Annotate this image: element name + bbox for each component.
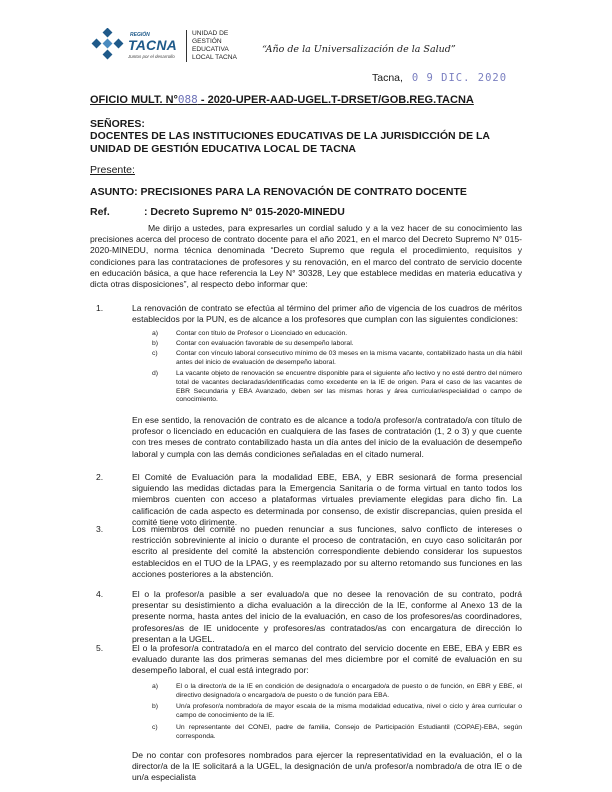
item-number: 5. [96, 643, 104, 653]
logo-emblem-icon [90, 28, 126, 62]
sub-item [152, 350, 522, 368]
greeting: SEÑORES: [90, 118, 145, 130]
ugel-line: UNIDAD DE [192, 30, 229, 37]
year-motto: “Año de la Universalización de la Salud” [262, 44, 456, 55]
item-text: El o la profesor/a contratado/a en el marco del contrato del servicio docente en EBE, EBA y EBR es evaluado durante las dos primeras semanas del mes diciembre por el comité de evaluación en su desempeño laboral, el cual está integrado por: [132, 643, 522, 676]
sub-item-letter: c) [152, 724, 158, 731]
intro-paragraph: Me dirijo a ustedes, para expresarles un cordial saludo y a la vez hacer de su conocimiento las precisiones acerca del proceso de contrato docente para el año 2021, en el marco del Decreto Supremo N° 015-2020-MINEDU, norma técnica denominada “Decreto Supremo que regula el procedimiento, requisitos y condiciones para las contrataciones de profesores y su renovación, en el marco del contrato de servicio docente en educación básica, a que hace referencia la Ley N° 30328, Ley que establece medidas en materia educativa y dicta otras disposiciones”, al respecto debo informar que: [90, 223, 522, 290]
oficio-handwritten-number: 088 [177, 93, 198, 106]
list-item [96, 524, 522, 580]
sub-item [152, 683, 522, 701]
sub-item-text: Contar con evaluación favorable de su desempeño laboral. [176, 340, 354, 347]
item-number: 1. [96, 303, 104, 313]
logo-divider [186, 30, 187, 62]
ugel-line: GESTIÓN [192, 38, 222, 45]
ugel-line: EDUCATIVA [192, 46, 229, 53]
sub-item-text: El o la director/a de la IE en condición de designado/a o encargado/a de puesto o de función, en EBR y EBE, el directivo designado/a o encargado/a de puesto o de función para EBA. [176, 683, 522, 699]
ugel-name [192, 30, 237, 62]
ugel-line: LOCAL TACNA [192, 54, 237, 61]
list-item [96, 643, 522, 677]
sub-item-letter: b) [152, 340, 159, 347]
presente: Presente: [90, 164, 135, 176]
sub-item-text: Un/a profesor/a nombrado/a de mayor escala de la misma modalidad educativa, nivel o ciclo y área curricular o campo de conocimiento de la IE. [176, 703, 522, 719]
item-text: El Comité de Evaluación para la modalidad EBE, EBA, y EBR sesionará de forma presencial siguiendo las medidas dictadas para la Emergencia Sanitaria o de forma virtual en tanto todos los miembros cuenten con acceso a plataformas virtuales previamente elegidas para dicho fin. La calificación de cada aspecto es determinada por consenso, de existir discrepancias, quien presida el comité tiene voto dirimente. [132, 472, 522, 527]
recipients: DOCENTES DE LAS INSTITUCIONES EDUCATIVAS DE LA JURISDICCIÓN DE LA UNIDAD DE GESTIÓN EDUCATIVA LOCAL DE TACNA [90, 130, 490, 155]
reference-value: : Decreto Supremo N° 015-2020-MINEDU [144, 206, 345, 218]
region-tacna-logo [90, 28, 185, 64]
sub-item [152, 340, 522, 349]
item-text: La renovación de contrato se efectúa al término del primer año de vigencia de los cuadros de méritos establecidos por la PUN, es de alcance a los profesores que cumplan con las siguientes condiciones: [132, 303, 522, 325]
sub-item-text: Contar con título de Profesor o Licenciado en educación. [176, 330, 348, 337]
logo-name-text: TACNA [128, 37, 177, 53]
item-text: El o la profesor/a pasible a ser evaluado/a que no desee la renovación de su contrato, podrá presentar su desistimiento a dicha evaluación a la dirección de la IE, conforme al Anexo 13 de la presente norma, hasta antes del inicio de la evaluación, en caso de los profesores/as coordinadores, profesores/as de IE unidocente y profesores/as contratados/as con encargatura de dirección lo presentan a la UGEL. [132, 589, 522, 644]
list-item [96, 472, 522, 528]
place-text: Tacna, [372, 72, 403, 84]
logo-tagline: Juntos por el desarrollo [128, 54, 175, 59]
item-number: 4. [96, 589, 104, 599]
sub-item-letter: b) [152, 703, 159, 710]
sub-item-letter: a) [152, 330, 159, 337]
final-paragraph: De no contar con profesores nombrados para ejercer la representatividad en la evaluación, el o la director/a de la IE solicitará a la UGEL, la designación de un/a profesor/a nombrado/a de otra IE o de un/a especialista [132, 750, 522, 783]
sub-item-text: La vacante objeto de renovación se encuentre disponible para el siguiente año lectivo y no esté dentro del número total de vacantes declaradas/identificadas como excedente en la IE de origen. Para el caso de las vacantes de EBR Secundaria y EBA Avanzado, deben ser las mismas horas y área curricular/especialidad o campo de conocimiento. [176, 370, 522, 404]
item-number: 2. [96, 472, 104, 482]
sub-item-letter: d) [152, 370, 159, 377]
sub-item-letter: a) [152, 683, 159, 690]
sub-item-letter: c) [152, 350, 158, 357]
sub-item [152, 330, 522, 339]
sub-item [152, 370, 522, 405]
item-number: 3. [96, 524, 104, 534]
reference-label: Ref. [90, 206, 110, 218]
item-text: Los miembros del comité no pueden renunciar a sus funciones, salvo conflicto de intereses o restricción sobreviniente al inicio o durante el proceso de contratación, en cuyo caso solicitarán por escrito al presidente del comité la abstención correspondiente debiendo considerar los supuestos establecidos en el TUO de la LPAG, y es reemplazado por su alterno retomando sus funciones en las acciones posteriores a la abstención. [132, 524, 522, 579]
logo-region-text: REGIÓN [130, 32, 150, 38]
sub-item-text: Contar con vínculo laboral consecutivo mínimo de 03 meses en la misma vacante, contabilizado hasta un día hábil antes del inicio de evaluación de desempeño laboral. [176, 350, 522, 366]
item-continuation: En ese sentido, la renovación de contrato es de alcance a todo/a profesor/a contratado/a con título de profesor o licenciado en educación en cualquiera de las fases de contratación (1, 2 o 3) y que cuente con tres meses de contrato contabilizado hasta un día antes del inicio de la evaluación de desempeño laboral y cumpla con las demás condiciones señaladas en el citado numeral. [132, 415, 522, 459]
oficio-suffix: - 2020-UPER-AAD-UGEL.T-DRSET/GOB.REG.TACNA [197, 94, 474, 106]
sub-item [152, 724, 522, 742]
list-item [96, 303, 522, 325]
list-item [96, 589, 522, 645]
subject: ASUNTO: PRECISIONES PARA LA RENOVACIÓN DE CONTRATO DOCENTE [90, 186, 467, 198]
place-date [372, 72, 507, 84]
date-stamp: 0 9 DIC. 2020 [411, 72, 508, 84]
oficio-number [90, 93, 474, 106]
sub-item [152, 703, 522, 721]
sub-item-text: Un representante del CONEI, padre de familia, Consejo de Participación Estudiantil (COPAE)-EBA, según corresponda. [176, 724, 522, 740]
oficio-prefix: OFICIO MULT. N° [90, 94, 178, 106]
